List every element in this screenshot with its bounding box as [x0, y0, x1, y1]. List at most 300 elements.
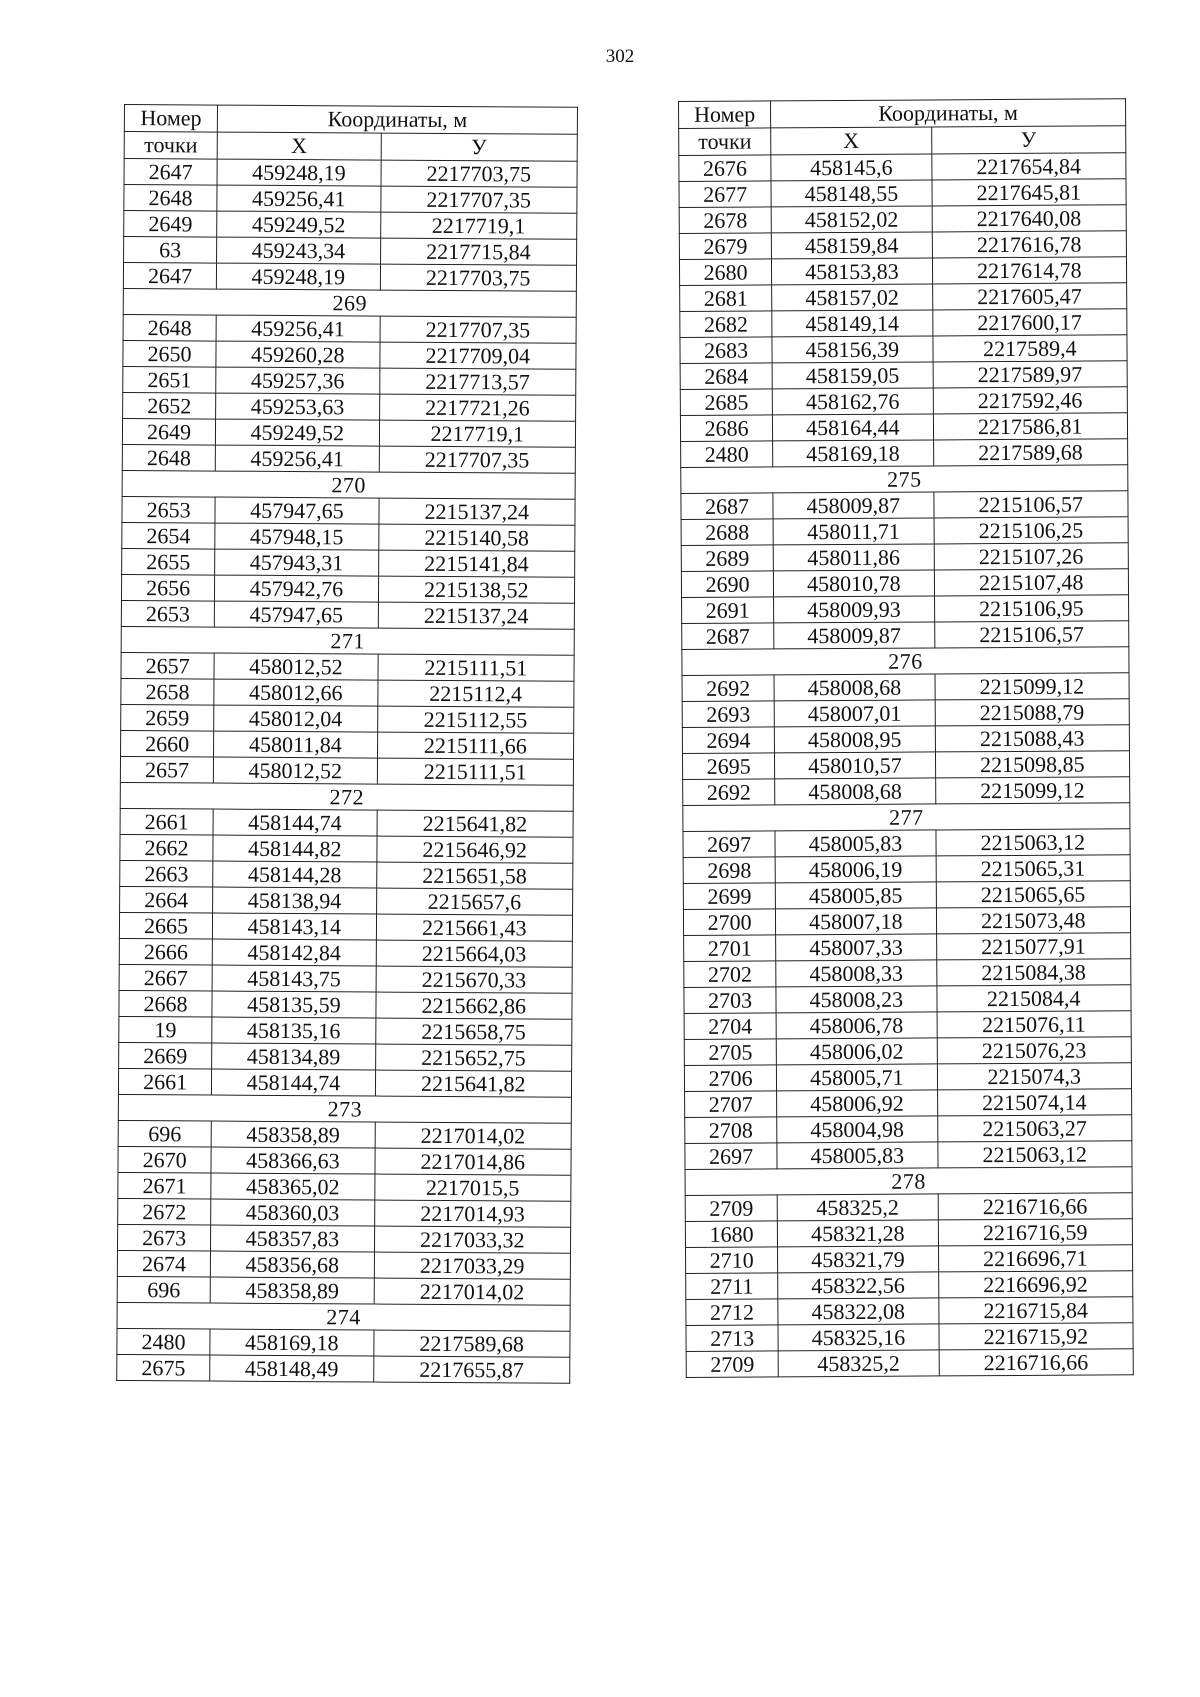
table-row	[680, 309, 1127, 338]
y-coordinate-cell: 2215111,66	[377, 732, 574, 759]
point-number-cell: 2653	[122, 496, 215, 523]
x-coordinate-cell: 458008,68	[775, 778, 935, 805]
point-number-cell: 2653	[121, 600, 214, 627]
point-number-cell: 2658	[121, 678, 214, 705]
point-number-cell: 2659	[121, 704, 214, 731]
y-coordinate-cell: 2217589,4	[932, 335, 1127, 362]
table-row	[680, 387, 1127, 416]
x-coordinate-cell: 459248,19	[217, 159, 380, 186]
header-point-number-line2: точки	[679, 128, 771, 156]
y-coordinate-cell: 2215657,6	[376, 888, 573, 915]
header-point-number: Номер	[679, 101, 771, 129]
table-row	[682, 621, 1129, 650]
x-coordinate-cell: 458357,83	[211, 1225, 374, 1252]
group-number: 272	[120, 782, 573, 811]
x-coordinate-cell: 458360,03	[211, 1199, 374, 1226]
y-coordinate-cell: 2215088,43	[935, 725, 1130, 752]
y-coordinate-cell: 2215065,31	[936, 855, 1131, 882]
table-row	[683, 855, 1130, 884]
x-coordinate-cell: 457948,15	[215, 523, 378, 550]
point-number-cell: 696	[117, 1276, 210, 1303]
y-coordinate-cell: 2217645,81	[932, 179, 1127, 206]
group-number: 275	[681, 465, 1128, 494]
y-coordinate-cell: 2215140,58	[378, 524, 575, 551]
point-number-cell: 2665	[119, 912, 212, 939]
y-coordinate-cell: 2217719,1	[380, 212, 577, 239]
table-row	[118, 1172, 571, 1201]
x-coordinate-cell: 458142,84	[212, 939, 375, 966]
table-row	[117, 1328, 570, 1357]
table-row	[122, 444, 575, 473]
y-coordinate-cell: 2217589,68	[933, 439, 1128, 466]
y-coordinate-cell: 2217033,29	[374, 1252, 571, 1279]
y-coordinate-cell: 2216716,66	[939, 1349, 1134, 1376]
header-x: Х	[771, 127, 932, 155]
y-coordinate-cell: 2217605,47	[932, 283, 1127, 310]
table-row	[686, 1245, 1133, 1274]
point-number-cell: 2688	[681, 519, 773, 546]
table-row	[117, 1354, 570, 1383]
y-coordinate-cell: 2217592,46	[933, 387, 1128, 414]
x-coordinate-cell: 458358,89	[210, 1277, 373, 1304]
y-coordinate-cell: 2215063,12	[935, 829, 1130, 856]
table-row	[683, 881, 1130, 910]
x-coordinate-cell: 458148,55	[771, 180, 931, 207]
y-coordinate-cell: 2217655,87	[373, 1356, 570, 1383]
point-number-cell: 2682	[680, 311, 772, 338]
table-row	[121, 704, 574, 733]
point-number-cell: 2700	[683, 909, 775, 936]
x-coordinate-cell: 458011,71	[773, 518, 933, 545]
y-coordinate-cell: 2217033,32	[374, 1226, 571, 1253]
y-coordinate-cell: 2217014,93	[374, 1200, 571, 1227]
point-number-cell: 2691	[682, 597, 774, 624]
y-coordinate-cell: 2216715,84	[938, 1297, 1133, 1324]
header-x: Х	[217, 132, 381, 160]
table-row	[120, 860, 573, 889]
x-coordinate-cell: 458009,87	[774, 622, 934, 649]
table-row	[119, 938, 572, 967]
point-number-cell: 2683	[680, 337, 772, 364]
point-number-cell: 2709	[686, 1351, 778, 1378]
point-number-cell: 2695	[682, 753, 774, 780]
y-coordinate-cell: 2215111,51	[378, 654, 575, 681]
point-number-cell: 2697	[685, 1143, 777, 1170]
x-coordinate-cell: 458164,44	[773, 414, 933, 441]
point-number-cell: 2680	[679, 259, 771, 286]
header-coordinates: Координаты, м	[771, 99, 1126, 128]
x-coordinate-cell: 457947,65	[215, 497, 378, 524]
table-row	[122, 522, 575, 551]
table-row	[118, 1068, 571, 1097]
y-coordinate-cell: 2217707,35	[380, 186, 577, 213]
x-coordinate-cell: 458005,83	[777, 1142, 937, 1169]
point-number-cell: 2703	[684, 987, 776, 1014]
table-row	[118, 1198, 571, 1227]
point-number-cell: 2480	[681, 441, 773, 468]
table-row	[682, 725, 1129, 754]
table-row	[119, 990, 572, 1019]
point-number-cell: 2667	[119, 964, 212, 991]
point-number-cell: 2675	[117, 1354, 210, 1381]
point-number-cell: 2655	[122, 548, 215, 575]
group-row	[117, 1302, 570, 1331]
x-coordinate-cell: 458152,02	[771, 206, 931, 233]
table-row	[120, 756, 573, 785]
y-coordinate-cell: 2217586,81	[933, 413, 1128, 440]
y-coordinate-cell: 2215106,57	[933, 491, 1128, 518]
x-coordinate-cell: 459248,19	[217, 263, 380, 290]
x-coordinate-cell: 458005,85	[775, 882, 935, 909]
x-coordinate-cell: 458007,01	[774, 700, 934, 727]
y-coordinate-cell: 2217709,04	[379, 342, 576, 369]
point-number-cell: 2671	[118, 1172, 211, 1199]
y-coordinate-cell: 2215106,25	[934, 517, 1129, 544]
x-coordinate-cell: 458134,89	[212, 1043, 375, 1070]
y-coordinate-cell: 2216715,92	[939, 1323, 1134, 1350]
group-row	[683, 803, 1130, 832]
y-coordinate-cell: 2217707,35	[379, 446, 576, 473]
y-coordinate-cell: 2215076,23	[937, 1037, 1132, 1064]
table-row	[679, 179, 1126, 208]
table-row	[684, 1063, 1131, 1092]
table-row	[123, 340, 576, 369]
x-coordinate-cell: 458325,2	[778, 1350, 938, 1377]
x-coordinate-cell: 458325,2	[777, 1194, 937, 1221]
table-row	[680, 413, 1127, 442]
table-row	[118, 1120, 571, 1149]
point-number-cell: 2698	[683, 857, 775, 884]
y-coordinate-cell: 2217703,75	[380, 264, 577, 291]
y-coordinate-cell: 2217014,86	[374, 1148, 571, 1175]
y-coordinate-cell: 2215063,27	[937, 1115, 1132, 1142]
point-number-cell: 2701	[684, 935, 776, 962]
table-row	[680, 335, 1127, 364]
x-coordinate-cell: 458008,23	[776, 986, 936, 1013]
x-coordinate-cell: 458005,71	[777, 1064, 937, 1091]
y-coordinate-cell: 2215099,12	[935, 673, 1130, 700]
y-coordinate-cell: 2217713,57	[379, 368, 576, 395]
x-coordinate-cell: 458009,93	[774, 596, 934, 623]
y-coordinate-cell: 2215651,58	[376, 862, 573, 889]
point-number-cell: 2677	[679, 181, 771, 208]
x-coordinate-cell: 458012,52	[214, 653, 377, 680]
point-number-cell: 2664	[120, 886, 213, 913]
x-coordinate-cell: 458135,16	[212, 1017, 375, 1044]
x-coordinate-cell: 458159,84	[771, 232, 931, 259]
y-coordinate-cell: 2217015,5	[374, 1174, 571, 1201]
x-coordinate-cell: 458153,83	[772, 258, 932, 285]
table-row	[686, 1323, 1133, 1352]
x-coordinate-cell: 458145,6	[771, 154, 931, 181]
point-number-cell: 2652	[123, 392, 216, 419]
x-coordinate-cell: 458149,14	[772, 310, 932, 337]
point-number-cell: 2693	[682, 701, 774, 728]
y-coordinate-cell: 2216696,92	[938, 1271, 1133, 1298]
table-row	[118, 1146, 571, 1175]
x-coordinate-cell: 458358,89	[211, 1121, 374, 1148]
x-coordinate-cell: 458321,79	[778, 1246, 938, 1273]
point-number-cell: 2706	[684, 1065, 776, 1092]
x-coordinate-cell: 458143,14	[213, 913, 376, 940]
point-number-cell: 2648	[124, 185, 217, 212]
point-number-cell: 2705	[684, 1039, 776, 1066]
y-coordinate-cell: 2215641,82	[377, 810, 574, 837]
x-coordinate-cell: 458143,75	[212, 965, 375, 992]
point-number-cell: 2670	[118, 1146, 211, 1173]
group-row	[118, 1094, 571, 1123]
group-row	[120, 782, 573, 811]
point-number-cell: 2662	[120, 834, 213, 861]
table-row	[684, 933, 1131, 962]
point-number-cell: 2480	[117, 1328, 210, 1355]
point-number-cell: 2651	[123, 366, 216, 393]
table-row	[121, 574, 574, 603]
group-row	[122, 470, 575, 499]
x-coordinate-cell: 458169,18	[773, 440, 933, 467]
y-coordinate-cell: 2215137,24	[378, 602, 575, 629]
point-number-cell: 2707	[685, 1091, 777, 1118]
y-coordinate-cell: 2216716,59	[938, 1219, 1133, 1246]
point-number-cell: 2660	[121, 730, 214, 757]
y-coordinate-cell: 2215652,75	[375, 1044, 572, 1071]
y-coordinate-cell: 2215084,4	[936, 985, 1131, 1012]
table-row	[121, 730, 574, 759]
x-coordinate-cell: 458144,28	[213, 861, 376, 888]
x-coordinate-cell: 458366,63	[211, 1147, 374, 1174]
point-number-cell: 19	[119, 1016, 212, 1043]
point-number-cell: 2654	[122, 522, 215, 549]
point-number-cell: 2657	[121, 652, 214, 679]
x-coordinate-cell: 459243,34	[217, 237, 380, 264]
table-row	[119, 1016, 572, 1045]
point-number-cell: 2694	[682, 727, 774, 754]
y-coordinate-cell: 2217654,84	[931, 153, 1126, 180]
y-coordinate-cell: 2215661,43	[376, 914, 573, 941]
y-coordinate-cell: 2215073,48	[936, 907, 1131, 934]
table-row	[121, 600, 574, 629]
group-row	[123, 288, 576, 317]
table-row	[120, 808, 573, 837]
x-coordinate-cell: 458008,33	[776, 960, 936, 987]
table-row	[682, 699, 1129, 728]
table-row	[117, 1250, 570, 1279]
coordinates-table-right	[678, 98, 1134, 1378]
x-coordinate-cell: 458011,84	[214, 731, 377, 758]
y-coordinate-cell: 2217589,68	[373, 1330, 570, 1357]
x-coordinate-cell: 458008,95	[775, 726, 935, 753]
point-number-cell: 2692	[683, 779, 775, 806]
x-coordinate-cell: 457942,76	[215, 575, 378, 602]
x-coordinate-cell: 458008,68	[774, 674, 934, 701]
y-coordinate-cell: 2215107,26	[934, 543, 1129, 570]
y-coordinate-cell: 2217707,35	[380, 316, 577, 343]
group-row	[121, 626, 574, 655]
point-number-cell: 2672	[118, 1198, 211, 1225]
y-coordinate-cell: 2217715,84	[380, 238, 577, 265]
table-row	[681, 517, 1128, 546]
x-coordinate-cell: 458322,08	[778, 1298, 938, 1325]
y-coordinate-cell: 2215077,91	[936, 933, 1131, 960]
y-coordinate-cell: 2215670,33	[376, 966, 573, 993]
table-row	[686, 1271, 1133, 1300]
x-coordinate-cell: 458006,78	[776, 1012, 936, 1039]
table-row	[684, 985, 1131, 1014]
x-coordinate-cell: 459253,63	[216, 393, 379, 420]
x-coordinate-cell: 458365,02	[211, 1173, 374, 1200]
y-coordinate-cell: 2215112,4	[377, 680, 574, 707]
point-number-cell: 2649	[124, 211, 217, 238]
header-y: У	[381, 133, 578, 161]
table-row	[120, 886, 573, 915]
table-row	[122, 418, 575, 447]
table-row	[679, 153, 1126, 182]
y-coordinate-cell: 2217616,78	[932, 231, 1127, 258]
x-coordinate-cell: 458169,18	[210, 1329, 373, 1356]
x-coordinate-cell: 458157,02	[772, 284, 932, 311]
x-coordinate-cell: 459249,52	[216, 419, 379, 446]
y-coordinate-cell: 2216716,66	[938, 1193, 1133, 1220]
table-row	[124, 237, 577, 266]
x-coordinate-cell: 459257,36	[216, 367, 379, 394]
header-coordinates: Координаты, м	[218, 105, 578, 134]
table-row	[122, 496, 575, 525]
point-number-cell: 2666	[119, 938, 212, 965]
table-row	[684, 959, 1131, 988]
y-coordinate-cell: 2215137,24	[378, 498, 575, 525]
table-row	[683, 777, 1130, 806]
point-number-cell: 2704	[684, 1013, 776, 1040]
x-coordinate-cell: 458144,82	[213, 835, 376, 862]
x-coordinate-cell: 458006,02	[776, 1038, 936, 1065]
x-coordinate-cell: 459256,41	[217, 185, 380, 212]
table-row	[124, 211, 577, 240]
y-coordinate-cell: 2215107,48	[934, 569, 1129, 596]
y-coordinate-cell: 2215063,12	[937, 1141, 1132, 1168]
table-row	[120, 834, 573, 863]
y-coordinate-cell: 2215662,86	[375, 992, 572, 1019]
y-coordinate-cell: 2217600,17	[932, 309, 1127, 336]
y-coordinate-cell: 2215098,85	[935, 751, 1130, 778]
x-coordinate-cell: 458005,83	[775, 830, 935, 857]
x-coordinate-cell: 458010,57	[775, 752, 935, 779]
table-row	[681, 569, 1128, 598]
x-coordinate-cell: 458138,94	[213, 887, 376, 914]
point-number-cell: 2647	[123, 263, 216, 290]
table-row	[679, 205, 1126, 234]
x-coordinate-cell: 459256,41	[216, 315, 379, 342]
point-number-cell: 2648	[122, 444, 215, 471]
y-coordinate-cell: 2215111,51	[377, 758, 574, 785]
point-number-cell: 2692	[682, 675, 774, 702]
x-coordinate-cell: 458006,92	[777, 1090, 937, 1117]
table-row	[123, 263, 576, 292]
y-coordinate-cell: 2217703,75	[381, 160, 578, 187]
table-row	[121, 678, 574, 707]
point-number-cell: 2663	[120, 860, 213, 887]
y-coordinate-cell: 2215106,57	[934, 621, 1129, 648]
point-number-cell: 2661	[120, 808, 213, 835]
y-coordinate-cell: 2215106,95	[934, 595, 1129, 622]
y-coordinate-cell: 2215065,65	[936, 881, 1131, 908]
table-row	[123, 366, 576, 395]
point-number-cell: 2708	[685, 1117, 777, 1144]
group-row	[681, 465, 1128, 494]
x-coordinate-cell: 459260,28	[216, 341, 379, 368]
x-coordinate-cell: 458325,16	[778, 1324, 938, 1351]
table-body-right	[679, 153, 1133, 1378]
x-coordinate-cell: 457947,65	[214, 601, 377, 628]
y-coordinate-cell: 2215076,11	[937, 1011, 1132, 1038]
point-number-cell: 2685	[680, 389, 772, 416]
table-row	[122, 548, 575, 577]
point-number-cell: 2673	[117, 1224, 210, 1251]
point-number-cell: 2669	[119, 1042, 212, 1069]
y-coordinate-cell: 2215138,52	[378, 576, 575, 603]
table-row	[123, 392, 576, 421]
point-number-cell: 2678	[679, 207, 771, 234]
y-coordinate-cell: 2215641,82	[375, 1070, 572, 1097]
point-number-cell: 2661	[118, 1068, 211, 1095]
point-number-cell: 2674	[117, 1250, 210, 1277]
point-number-cell: 2713	[686, 1325, 778, 1352]
y-coordinate-cell: 2217614,78	[932, 257, 1127, 284]
point-number-cell: 2710	[686, 1247, 778, 1274]
point-number-cell: 2690	[681, 571, 773, 598]
point-number-cell: 2687	[682, 623, 774, 650]
x-coordinate-cell: 458004,98	[777, 1116, 937, 1143]
group-number: 270	[122, 470, 575, 499]
point-number-cell: 2650	[123, 340, 216, 367]
group-number: 274	[117, 1302, 570, 1331]
table-row	[686, 1297, 1133, 1326]
point-number-cell: 2649	[122, 418, 215, 445]
x-coordinate-cell: 458006,19	[775, 856, 935, 883]
group-number: 277	[683, 803, 1130, 832]
point-number-cell: 2684	[680, 363, 772, 390]
y-coordinate-cell: 2217721,26	[379, 394, 576, 421]
point-number-cell: 2711	[686, 1273, 778, 1300]
y-coordinate-cell: 2217640,08	[932, 205, 1127, 232]
table-row	[124, 159, 577, 188]
y-coordinate-cell: 2217589,97	[933, 361, 1128, 388]
y-coordinate-cell: 2215141,84	[378, 550, 575, 577]
table-row	[680, 283, 1127, 312]
table-row	[685, 1115, 1132, 1144]
x-coordinate-cell: 458159,05	[772, 362, 932, 389]
x-coordinate-cell: 457943,31	[215, 549, 378, 576]
point-number-cell: 1680	[685, 1221, 777, 1248]
point-number-cell: 2712	[686, 1299, 778, 1326]
point-number-cell: 2699	[683, 883, 775, 910]
y-coordinate-cell: 2215074,3	[937, 1063, 1132, 1090]
point-number-cell: 63	[124, 237, 217, 264]
x-coordinate-cell: 458321,28	[778, 1220, 938, 1247]
page-number: 302	[605, 46, 635, 67]
x-coordinate-cell: 458012,66	[214, 679, 377, 706]
x-coordinate-cell: 458148,49	[210, 1355, 373, 1382]
x-coordinate-cell: 458156,39	[772, 336, 932, 363]
table-row	[683, 907, 1130, 936]
y-coordinate-cell: 2215088,79	[935, 699, 1130, 726]
table-row	[684, 1037, 1131, 1066]
table-row	[682, 751, 1129, 780]
y-coordinate-cell: 2215084,38	[936, 959, 1131, 986]
table-row	[119, 1042, 572, 1071]
table-row	[682, 595, 1129, 624]
table-row	[680, 361, 1127, 390]
table-row	[684, 1011, 1131, 1040]
